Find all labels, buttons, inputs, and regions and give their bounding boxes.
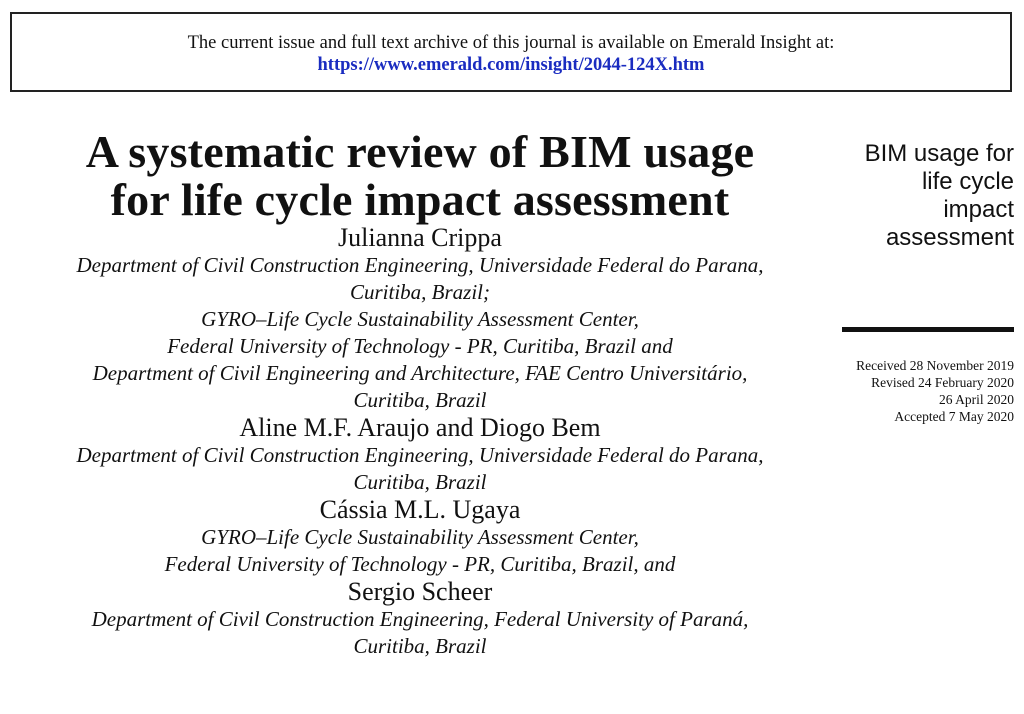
author-3: Cássia M.L. Ugaya [319,495,521,524]
affiliation-3-line-1: GYRO–Life Cycle Sustainability Assessment Center, [201,525,639,549]
title-line-2: for life cycle impact assessment [110,174,730,225]
affiliation-2-line-2: Curitiba, Brazil [353,470,487,494]
revised-date: Revised 24 February 2020 [871,375,1014,390]
received-date: Received 28 November 2019 [856,358,1014,373]
affiliation-4-line-1: Department of Civil Construction Engineering, Federal University of Paraná, [91,607,749,631]
author-2: Aline M.F. Araujo and Diogo Bem [239,413,601,442]
journal-banner [10,12,1012,92]
article-title [0,128,840,224]
author-1: Julianna Crippa [338,223,502,252]
affiliation-3-line-2: Federal University of Technology - PR, Curitiba, Brazil, and [164,552,676,576]
accepted-date: Accepted 7 May 2020 [894,409,1014,424]
affiliation-2-line-1: Department of Civil Construction Engineering, Universidade Federal do Parana, [76,443,764,467]
divider-rule [842,327,1014,332]
affiliation-1-line-5: Department of Civil Engineering and Architecture, FAE Centro Universitário, [92,361,748,385]
running-title [814,140,1014,252]
affiliation-1-line-2: Curitiba, Brazil; [349,280,491,304]
affiliation-1-line-6: Curitiba, Brazil [353,388,487,412]
running-title-line-4: assessment [885,224,1014,251]
revised-date-2: 26 April 2020 [938,392,1014,407]
journal-link[interactable]: https://www.emerald.com/insight/2044-124X.htm [317,55,705,75]
running-title-line-3: impact [943,196,1014,223]
author-4: Sergio Scheer [347,577,493,606]
title-line-1: A systematic review of BIM usage [85,126,755,177]
article-header [0,128,840,660]
article-dates [814,357,1014,425]
running-title-line-1: BIM usage for [864,140,1014,167]
affiliation-1-line-3: GYRO–Life Cycle Sustainability Assessment Center, [201,307,639,331]
affiliation-1-line-1: Department of Civil Construction Engineering, Universidade Federal do Parana, [76,253,764,277]
affiliation-4-line-2: Curitiba, Brazil [353,634,487,658]
affiliation-1-line-4: Federal University of Technology - PR, Curitiba, Brazil and [167,334,673,358]
banner-note: The current issue and full text archive of this journal is available on Emerald Insight at: [187,33,835,53]
running-title-line-2: life cycle [921,168,1014,195]
